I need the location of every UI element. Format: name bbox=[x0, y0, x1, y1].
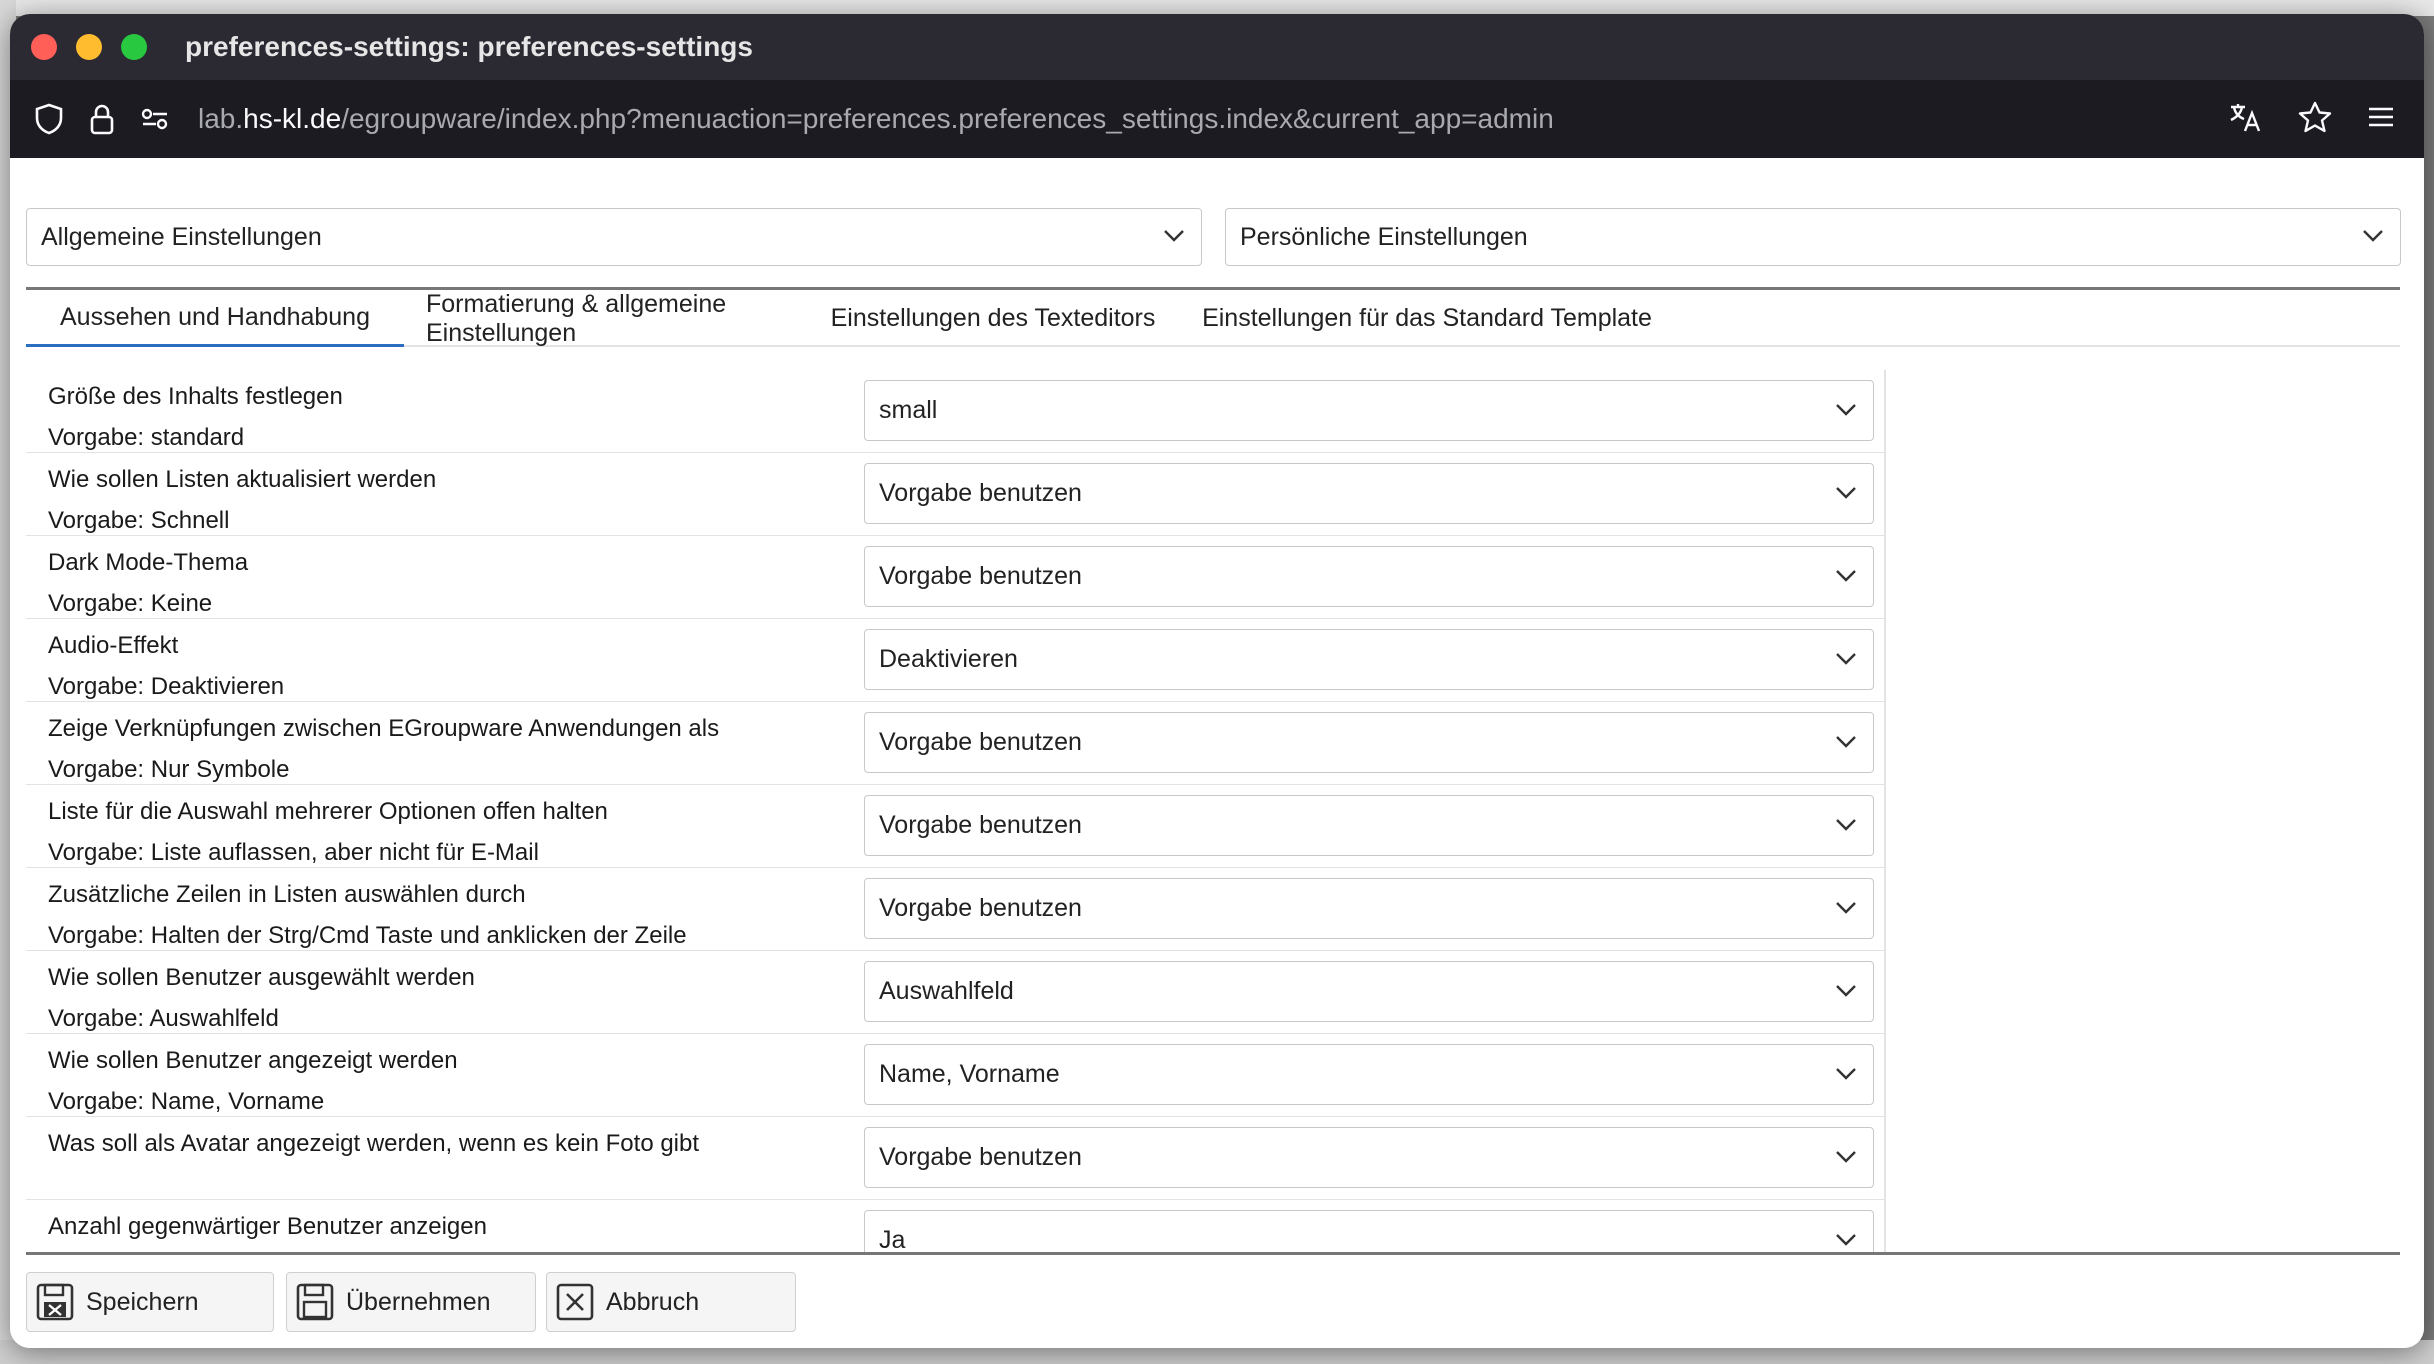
minimize-window-button[interactable] bbox=[76, 34, 102, 60]
window-controls bbox=[31, 34, 147, 60]
setting-value: small bbox=[879, 396, 938, 424]
setting-default: Vorgabe: Keine bbox=[48, 590, 213, 617]
floppy-disk-icon bbox=[296, 1283, 334, 1321]
setting-label: Wie sollen Benutzer angezeigt werden bbox=[48, 1047, 458, 1074]
url-bar bbox=[10, 80, 2424, 158]
window-title: preferences-settings: preferences-settings bbox=[185, 31, 753, 62]
setting-select[interactable] bbox=[864, 380, 1874, 441]
setting-row bbox=[26, 536, 1884, 619]
setting-value: Ja bbox=[879, 1226, 906, 1252]
setting-row bbox=[26, 785, 1884, 868]
setting-select[interactable] bbox=[864, 712, 1874, 773]
url-prefix: lab. bbox=[198, 103, 244, 134]
settings-list bbox=[26, 370, 1886, 1252]
preference-type-select[interactable] bbox=[1225, 208, 2401, 266]
zoom-window-button[interactable] bbox=[121, 34, 147, 60]
chevron-down-icon bbox=[1835, 1233, 1857, 1247]
setting-default: Vorgabe: Nur Symbole bbox=[48, 756, 290, 783]
setting-value: Name, Vorname bbox=[879, 1060, 1060, 1088]
cancel-button-label: Abbruch bbox=[606, 1287, 700, 1316]
setting-default: Vorgabe: standard bbox=[48, 424, 245, 451]
setting-label: Zusätzliche Zeilen in Listen auswählen durch bbox=[48, 881, 526, 908]
setting-default: Vorgabe: Name, Vorname bbox=[48, 1088, 325, 1115]
setting-select[interactable] bbox=[864, 1044, 1874, 1105]
setting-select[interactable] bbox=[864, 463, 1874, 524]
setting-label: Dark Mode-Thema bbox=[48, 549, 249, 576]
permissions-icon[interactable] bbox=[140, 105, 170, 133]
save-button-label: Speichern bbox=[86, 1287, 199, 1316]
setting-default: Vorgabe: Halten der Strg/Cmd Taste und anklicken der Zeile bbox=[48, 922, 687, 949]
setting-value: Vorgabe benutzen bbox=[879, 1143, 1082, 1171]
save-icon bbox=[36, 1283, 74, 1321]
app-select-value: Allgemeine Einstellungen bbox=[41, 222, 322, 251]
save-button[interactable] bbox=[26, 1272, 274, 1332]
setting-row bbox=[26, 702, 1884, 785]
setting-row bbox=[26, 370, 1884, 453]
setting-value: Vorgabe benutzen bbox=[879, 811, 1082, 839]
cancel-button[interactable] bbox=[546, 1272, 796, 1332]
chevron-down-icon bbox=[2362, 229, 2384, 243]
setting-label: Audio-Effekt bbox=[48, 632, 179, 659]
apply-button[interactable] bbox=[286, 1272, 536, 1332]
chevron-down-icon bbox=[1835, 901, 1857, 915]
shield-icon[interactable] bbox=[34, 103, 64, 135]
chevron-down-icon bbox=[1835, 486, 1857, 500]
url-text[interactable] bbox=[198, 103, 1554, 135]
setting-label: Was soll als Avatar angezeigt werden, wenn es kein Foto gibt bbox=[48, 1130, 700, 1157]
setting-default: Vorgabe: Liste auflassen, aber nicht für E-Mail bbox=[48, 839, 539, 866]
menu-icon[interactable] bbox=[2368, 106, 2394, 133]
tab-texteditor[interactable]: Einstellungen des Texteditors bbox=[830, 304, 1156, 332]
setting-label: Anzahl gegenwärtiger Benutzer anzeigen bbox=[48, 1213, 487, 1240]
setting-default: Vorgabe: Schnell bbox=[48, 507, 230, 534]
url-path: /egroupware/index.php?menuaction=preferences.preferences_settings.index&current_app=admin bbox=[341, 103, 1554, 134]
setting-value: Vorgabe benutzen bbox=[879, 894, 1082, 922]
setting-select[interactable] bbox=[864, 1127, 1874, 1188]
settings-tabs bbox=[26, 287, 2400, 347]
setting-label: Liste für die Auswahl mehrerer Optionen offen halten bbox=[48, 798, 608, 825]
footer-divider bbox=[26, 1252, 2400, 1255]
setting-select[interactable] bbox=[864, 961, 1874, 1022]
tab-formatierung[interactable]: Formatierung & allgemeine Einstellungen bbox=[426, 289, 727, 347]
setting-row bbox=[26, 453, 1884, 536]
browser-popup-window bbox=[10, 14, 2424, 1348]
setting-value: Vorgabe benutzen bbox=[879, 479, 1082, 507]
apply-button-label: Übernehmen bbox=[346, 1287, 491, 1316]
preference-type-value: Persönliche Einstellungen bbox=[1240, 222, 1528, 251]
setting-select[interactable] bbox=[864, 795, 1874, 856]
setting-row bbox=[26, 1034, 1884, 1117]
setting-row bbox=[26, 619, 1884, 702]
setting-label: Wie sollen Listen aktualisiert werden bbox=[48, 466, 437, 493]
chevron-down-icon bbox=[1835, 984, 1857, 998]
setting-label: Wie sollen Benutzer ausgewählt werden bbox=[48, 964, 475, 991]
close-box-icon bbox=[556, 1283, 594, 1321]
close-window-button[interactable] bbox=[31, 34, 57, 60]
setting-label: Zeige Verknüpfungen zwischen EGroupware Anwendungen als bbox=[48, 715, 720, 742]
setting-select[interactable] bbox=[864, 878, 1874, 939]
chevron-down-icon bbox=[1835, 403, 1857, 417]
setting-select[interactable] bbox=[864, 1210, 1874, 1252]
chevron-down-icon bbox=[1163, 229, 1185, 243]
chevron-down-icon bbox=[1835, 652, 1857, 666]
lock-icon[interactable] bbox=[88, 103, 116, 135]
tab-aussehen-handhabung[interactable]: Aussehen und Handhabung bbox=[26, 290, 404, 347]
setting-value: Auswahlfeld bbox=[879, 977, 1014, 1005]
setting-default: Vorgabe: Auswahlfeld bbox=[48, 1005, 279, 1032]
url-host: hs-kl.de bbox=[243, 103, 342, 134]
setting-value: Vorgabe benutzen bbox=[879, 728, 1082, 756]
setting-default: Vorgabe: Deaktivieren bbox=[48, 673, 285, 700]
setting-row bbox=[26, 951, 1884, 1034]
setting-value: Deaktivieren bbox=[879, 645, 1018, 673]
setting-row bbox=[26, 1200, 1884, 1252]
setting-select[interactable] bbox=[864, 629, 1874, 690]
chevron-down-icon bbox=[1835, 818, 1857, 832]
setting-row bbox=[26, 868, 1884, 951]
setting-select[interactable] bbox=[864, 546, 1874, 607]
chevron-down-icon bbox=[1835, 569, 1857, 583]
setting-row bbox=[26, 1117, 1884, 1200]
setting-value: Vorgabe benutzen bbox=[879, 562, 1082, 590]
preferences-page bbox=[10, 158, 2424, 1348]
translate-icon[interactable] bbox=[2228, 101, 2262, 138]
chevron-down-icon bbox=[1835, 1150, 1857, 1164]
bookmark-star-icon[interactable] bbox=[2298, 101, 2332, 138]
setting-label: Größe des Inhalts festlegen bbox=[48, 383, 343, 410]
title-bar bbox=[10, 14, 2424, 80]
chevron-down-icon bbox=[1835, 735, 1857, 749]
app-select[interactable] bbox=[26, 208, 1202, 266]
tab-standard-template[interactable]: Einstellungen für das Standard Template bbox=[1202, 304, 1652, 332]
chevron-down-icon bbox=[1835, 1067, 1857, 1081]
